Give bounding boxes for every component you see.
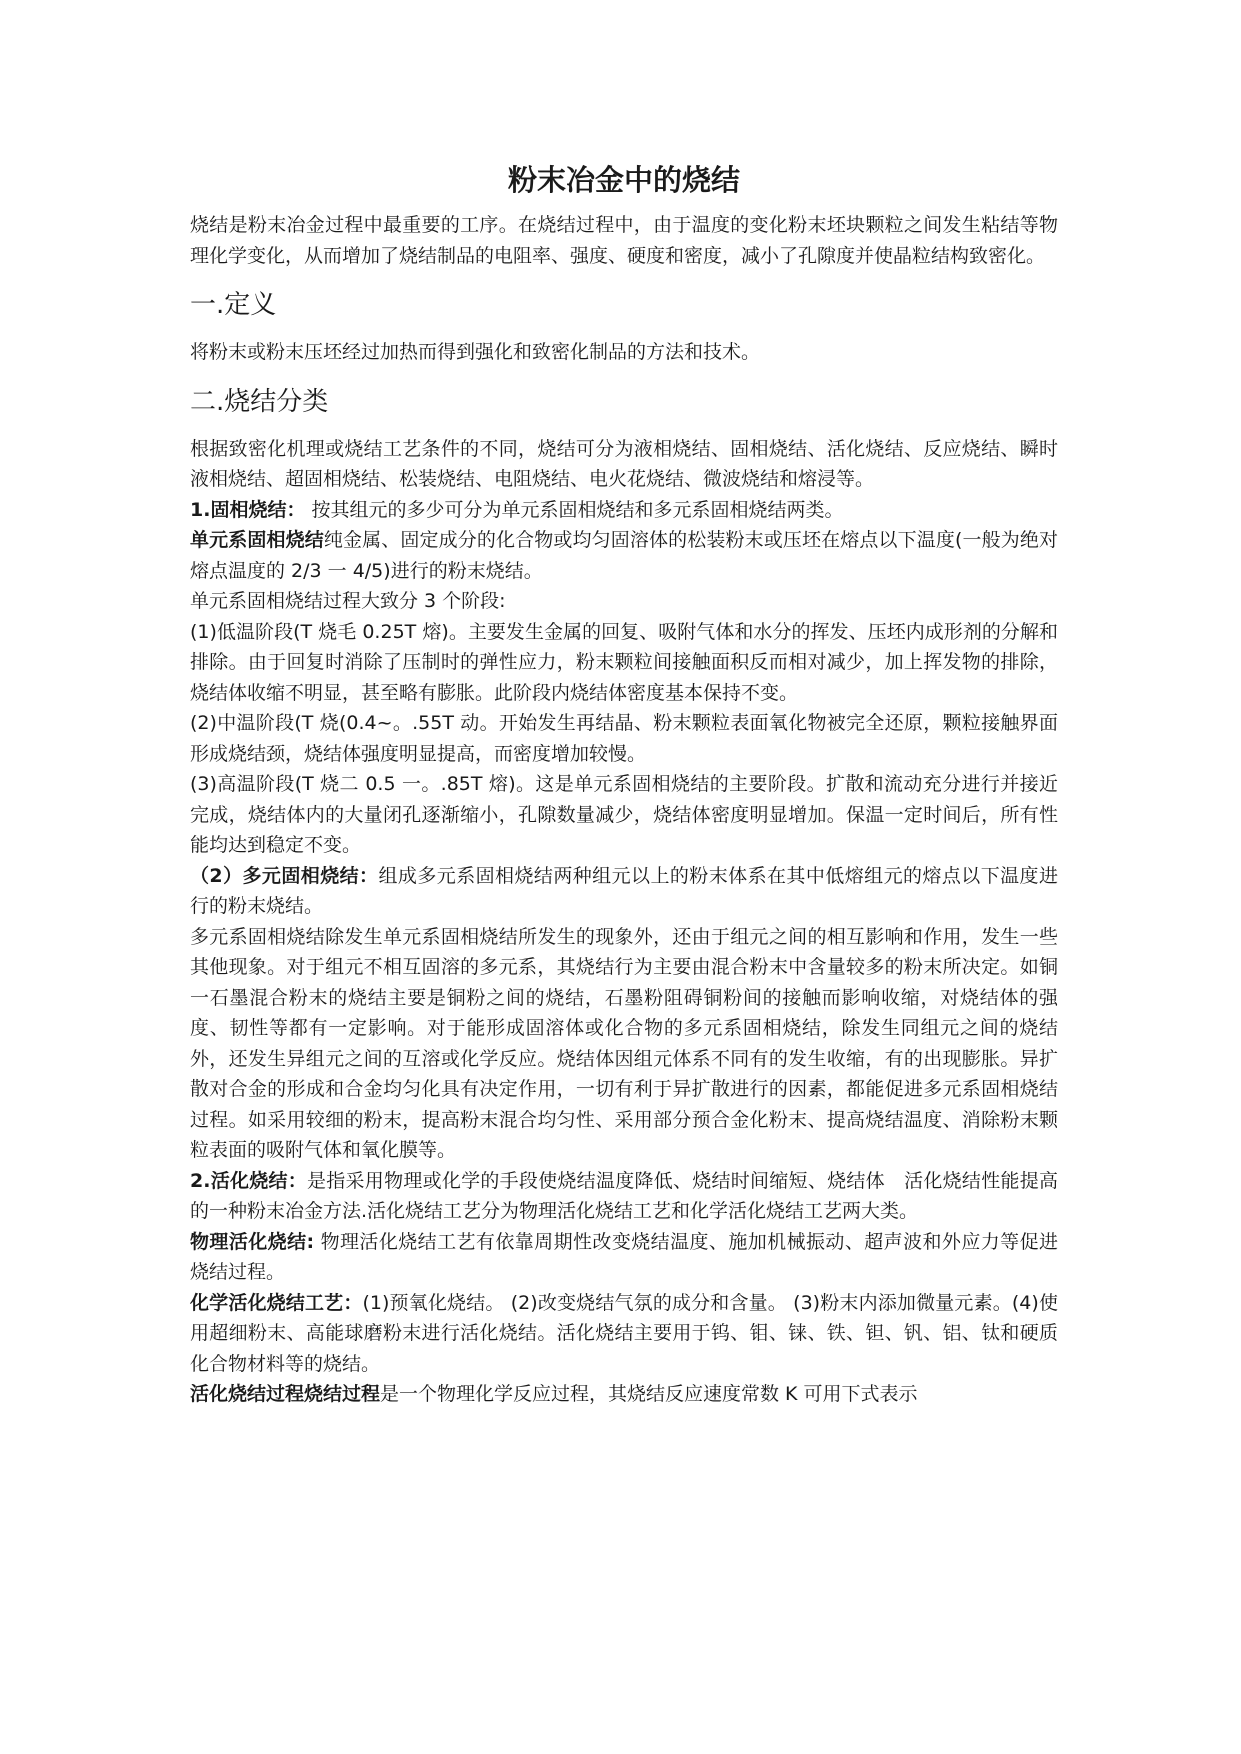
section-heading-classification: 二.烧结分类 [190,386,329,417]
stage-low-temp: (1)低温阶段(T 烧毛 0.25T 熔)。主要发生金属的回复、吸附气体和水分的挥发、压坯内成形剂的分解和排除。由于回复时消除了压制时的弹性应力，粉末颗粒间接触面积反而相对减少，加上挥发物的排除，烧结体收缩不明显，甚至略有膨胀。此阶段内烧结体密度基本保持不变。 [190,620,1058,704]
activation-process-label: 活化烧结过程烧结过程 [190,1383,381,1405]
multi-solid-label: （2）多元固相烧结： [190,864,379,887]
solid-phase-label: 1.固相烧结： [190,498,306,521]
chemical-activation-label: 化学活化烧结工艺： [190,1291,363,1314]
physical-activation-paragraph [190,1227,1058,1288]
stage-high-temp: (3)高温阶段(T 烧二 0.5 一。.85T 熔)。这是单元系固相烧结的主要阶段。扩散和流动充分进行并接近完成，烧结体内的大量闭孔逐渐缩小，孔隙数量减少，烧结体密度明显增加。保温一定时间后，所有性能均达到稳定不变。 [190,773,1058,856]
document-body [190,160,1058,1410]
multi-solid-paragraph [190,861,1058,922]
chemical-activation-paragraph [190,1288,1058,1380]
document-title: 粉末冶金中的烧结 [507,163,740,197]
multi-solid-detail: 多元系固相烧结除发生单元系固相烧结所发生的现象外，还由于组元之间的相互影响和作用，发生一些其他现象。对于组元不相互固溶的多元系，其烧结行为主要由混合粉末中含量较多的粉末所决定。如铜一石墨混合粉末的烧结主要是铜粉之间的烧结，石墨粉阻碍铜粉间的接触而影响收缩，对烧结体的强度、韧性等都有一定影响。对于能形成固溶体或化合物的多元系固相烧结，除发生同组元之间的烧结外，还发生异组元之间的互溶或化学反应。烧结体因组元体系不同有的发生收缩，有的出现膨胀。异扩散对合金的形成和合金均匀化具有决定作用，一切有利于异扩散进行的因素，都能促进多元系固相烧结过程。如采用较细的粉末，提高粉末混合均匀性、采用部分预合金化粉末、提高烧结温度、消除粉末颗粒表面的吸附气体和氧化膜等。 [190,925,1058,1161]
activated-sintering-text: 是指采用物理或化学的手段使烧结温度降低、烧结时间缩短、烧结体 活化烧结性能提高的一种粉末冶金方法.活化烧结工艺分为物理活化烧结工艺和化学活化烧结工艺两大类。 [190,1169,1058,1222]
activation-process-paragraph [190,1379,1058,1410]
activated-sintering-label: 2.活化烧结： [190,1169,308,1192]
intro-paragraph: 烧结是粉末冶金过程中最重要的工序。在烧结过程中，由于温度的变化粉末坯块颗粒之间发生粘结等物理化学变化，从而增加了烧结制品的电阻率、强度、硬度和密度，减小了孔隙度并使晶粒结构致密化。 [190,214,1058,267]
definition-paragraph: 将粉末或粉末压坯经过加热而得到强化和致密化制品的方法和技术。 [190,341,761,363]
activated-sintering-paragraph [190,1166,1058,1227]
solid-phase-paragraph [190,495,1058,526]
physical-activation-text: 物理活化烧结工艺有依靠周期性改变烧结温度、施加机械振动、超声波和外应力等促进烧结过程。 [190,1230,1058,1283]
activation-process-text: 是一个物理化学反应过程，其烧结反应速度常数 K 可用下式表示 [380,1383,918,1405]
section-heading-definition: 一.定义 [190,290,277,320]
unary-solid-label: 单元系固相烧结 [190,529,324,551]
stage-mid-temp: (2)中温阶段(T 烧(0.4~。.55T 动。开始发生再结晶、粉末颗粒表面氧化物被完全还原，颗粒接触界面形成烧结颈，烧结体强度明显提高，而密度增加较慢。 [190,712,1058,765]
solid-phase-text: 按其组元的多少可分为单元系固相烧结和多元系固相烧结两类。 [305,498,844,521]
physical-activation-label: 物理活化烧结: [190,1230,315,1253]
unary-solid-text: 纯金属、固定成分的化合物或均匀固溶体的松装粉末或压坯在熔点以下温度(一般为绝对熔点温度的 2/3 一 4/5)进行的粉末烧结。 [190,529,1058,582]
chemical-activation-text: (1)预氧化烧结。 (2)改变烧结气氛的成分和含量。 (3)粉末内添加微量元素。(4)使用超细粉末、高能球磨粉末进行活化烧结。活化烧结主要用于钨、钼、铼、铁、钽、钒、铝、钛和硬质化合物材料等的烧结。 [190,1291,1058,1375]
multi-solid-text: 组成多元系固相烧结两种组元以上的粉末体系在其中低熔组元的熔点以下温度进行的粉末烧结。 [190,864,1058,917]
stages-intro: 单元系固相烧结过程大致分 3 个阶段: [190,590,506,612]
classification-overview: 根据致密化机理或烧结工艺条件的不同，烧结可分为液相烧结、固相烧结、活化烧结、反应烧结、瞬时液相烧结、超固相烧结、松装烧结、电阻烧结、电火花烧结、微波烧结和熔浸等。 [190,437,1058,490]
unary-solid-paragraph [190,525,1058,586]
